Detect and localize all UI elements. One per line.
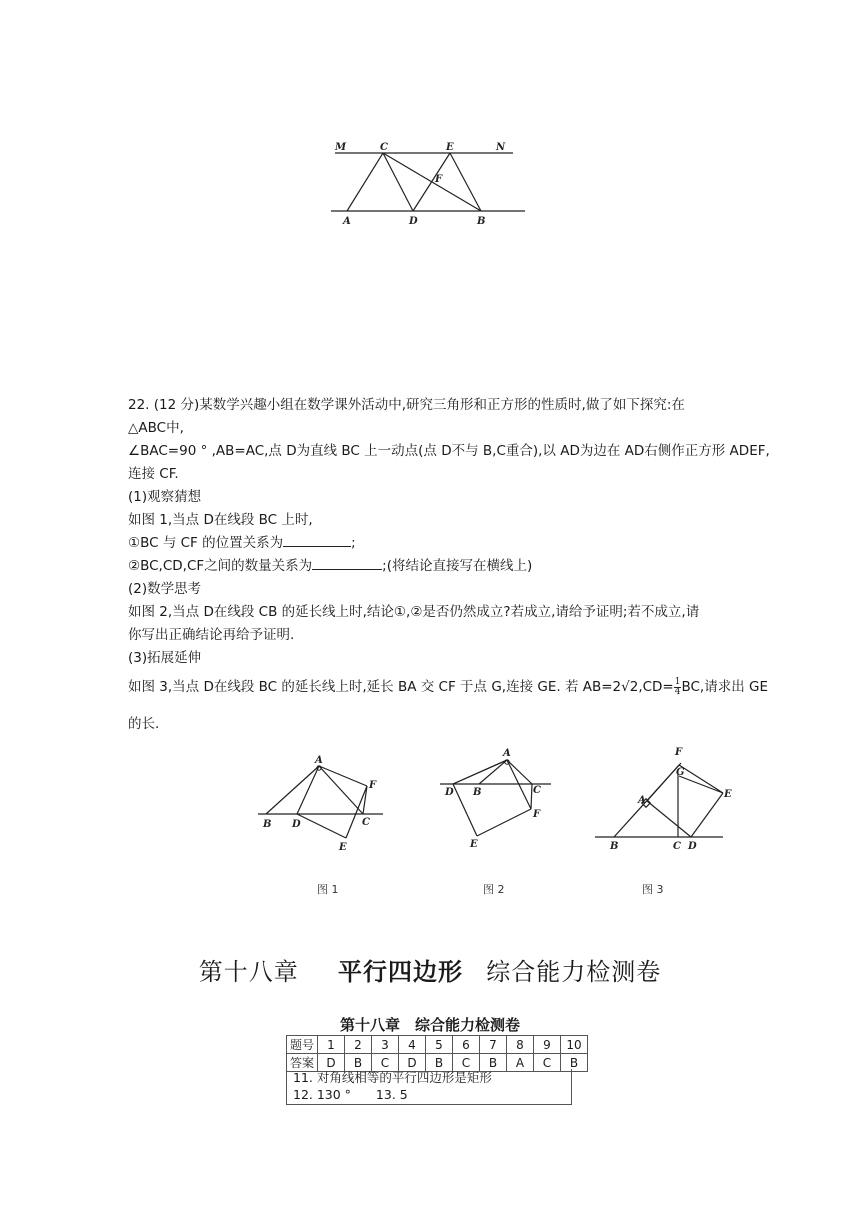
fig1-label-A: A — [315, 755, 323, 766]
problem-line: ∠BAC=90 ° ,AB=AC,点 D为直线 BC 上一动点(点 D不与 B,C重合),以 AD为边在 AD右侧作正方形 ADEF, — [128, 443, 770, 459]
answer-choice: C — [534, 1054, 561, 1072]
extension-text: 如图 3,当点 D在线段 BC 的延长线上时,延长 BA 交 CF 于点 G,连接 GE. 若 AB=2√2,CD= — [128, 679, 674, 695]
problem-line: (3)拓展延伸 — [128, 650, 202, 666]
answer-choice: B — [480, 1054, 507, 1072]
chapter-heading — [0, 952, 860, 987]
fig3-label-A: A — [638, 795, 646, 806]
fig1-label-E: E — [339, 842, 347, 853]
problem-line: △ABC中, — [128, 420, 184, 436]
fraction-numerator: 1 — [674, 676, 681, 687]
problem-line — [128, 555, 748, 578]
fig3-label-E: E — [724, 789, 732, 800]
answer-choice: C — [453, 1054, 480, 1072]
figures-row — [255, 743, 755, 903]
label-A: A — [343, 216, 351, 227]
label-F: F — [435, 174, 443, 185]
answer-choice: B — [561, 1054, 588, 1072]
question-number: 7 — [480, 1036, 507, 1054]
answer-blank-1 — [283, 532, 351, 547]
answer-extra — [286, 1069, 572, 1105]
answer-choice: D — [399, 1054, 426, 1072]
label-D: D — [409, 216, 418, 227]
answer-table — [286, 1035, 588, 1072]
fig1-label-D: D — [292, 819, 301, 830]
fig2-caption: 图 2 — [483, 883, 505, 896]
fig1-label-F: F — [369, 780, 377, 791]
fig1-caption: 图 1 — [317, 883, 339, 896]
fig2-label-B: B — [473, 787, 482, 798]
fraction-denominator: 4 — [674, 686, 681, 697]
problem-line — [128, 676, 769, 699]
fig1-label-B: B — [263, 819, 272, 830]
problem-line: 的长. — [128, 716, 160, 732]
problem-line: (1)观察猜想 — [128, 489, 202, 505]
answer-choice: A — [507, 1054, 534, 1072]
problem-line — [128, 532, 748, 555]
fig3-label-F: F — [675, 747, 683, 758]
question-number: 9 — [534, 1036, 561, 1054]
problem-line: 连接 CF. — [128, 466, 179, 482]
fig3-label-D: D — [688, 841, 697, 852]
answer-choice: D — [318, 1054, 345, 1072]
question-number: 4 — [399, 1036, 426, 1054]
chapter-number: 第十八章 — [198, 958, 299, 986]
question-2-text: ②BC,CD,CF之间的数量关系为 — [128, 558, 313, 574]
fig2-label-A: A — [503, 748, 511, 759]
punctuation: ; — [351, 535, 356, 551]
question-number: 1 — [318, 1036, 345, 1054]
problem-line: 22. (12 分)某数学兴趣小组在数学课外活动中,研究三角形和正方形的性质时,做了如下探究:在 — [128, 397, 685, 413]
label-E: E — [446, 142, 454, 153]
fig3-caption: 图 3 — [642, 883, 664, 896]
question-number: 6 — [453, 1036, 480, 1054]
fig2-label-C: C — [533, 785, 541, 796]
fig2-label-D: D — [445, 787, 454, 798]
question-number: 5 — [426, 1036, 453, 1054]
problem-line: 如图 2,当点 D在线段 CB 的延长线上时,结论①,②是否仍然成立?若成立,请给予证明;若不成立,请 — [128, 604, 700, 620]
instruction-note: ;(将结论直接写在横线上) — [382, 558, 533, 574]
fig1-label-C: C — [362, 817, 370, 828]
fig3-label-C: C — [673, 841, 681, 852]
chapter-subtitle: 综合能力检测卷 — [486, 958, 662, 986]
question-1-text: ①BC 与 CF 的位置关系为 — [128, 535, 284, 551]
question-number: 3 — [372, 1036, 399, 1054]
answer-choice: B — [345, 1054, 372, 1072]
answer-key-title: 第十八章 综合能力检测卷 — [339, 1016, 520, 1034]
answer-choice: C — [372, 1054, 399, 1072]
answer-11: 11. 对角线相等的平行四边形是矩形 — [293, 1070, 492, 1085]
label-M: M — [335, 142, 347, 153]
label-N: N — [496, 142, 506, 153]
parallel-lines-figure — [325, 138, 535, 230]
row-header: 答案 — [287, 1054, 318, 1072]
row-header: 题号 — [287, 1036, 318, 1054]
fig3-label-G: G — [676, 767, 685, 778]
question-number: 8 — [507, 1036, 534, 1054]
problem-line: (2)数学思考 — [128, 581, 202, 597]
answer-choice: B — [426, 1054, 453, 1072]
fig3-label-B: B — [610, 841, 619, 852]
fig2-label-F: F — [533, 809, 541, 820]
problem-line: 你写出正确结论再给予证明. — [128, 627, 295, 643]
table-row — [287, 1036, 588, 1054]
chapter-title: 平行四边形 — [338, 958, 463, 986]
problem-line: 如图 1,当点 D在线段 BC 上时, — [128, 512, 313, 528]
question-number: 2 — [345, 1036, 372, 1054]
answer-blank-2 — [312, 555, 382, 570]
answer-12-13: 12. 130 ° 13. 5 — [293, 1087, 408, 1102]
label-C: C — [380, 142, 388, 153]
problem-22 — [128, 394, 770, 736]
label-B: B — [477, 216, 486, 227]
fig2-label-E: E — [470, 839, 478, 850]
extension-text-end: BC,请求出 GE — [681, 679, 769, 695]
question-number: 10 — [561, 1036, 588, 1054]
